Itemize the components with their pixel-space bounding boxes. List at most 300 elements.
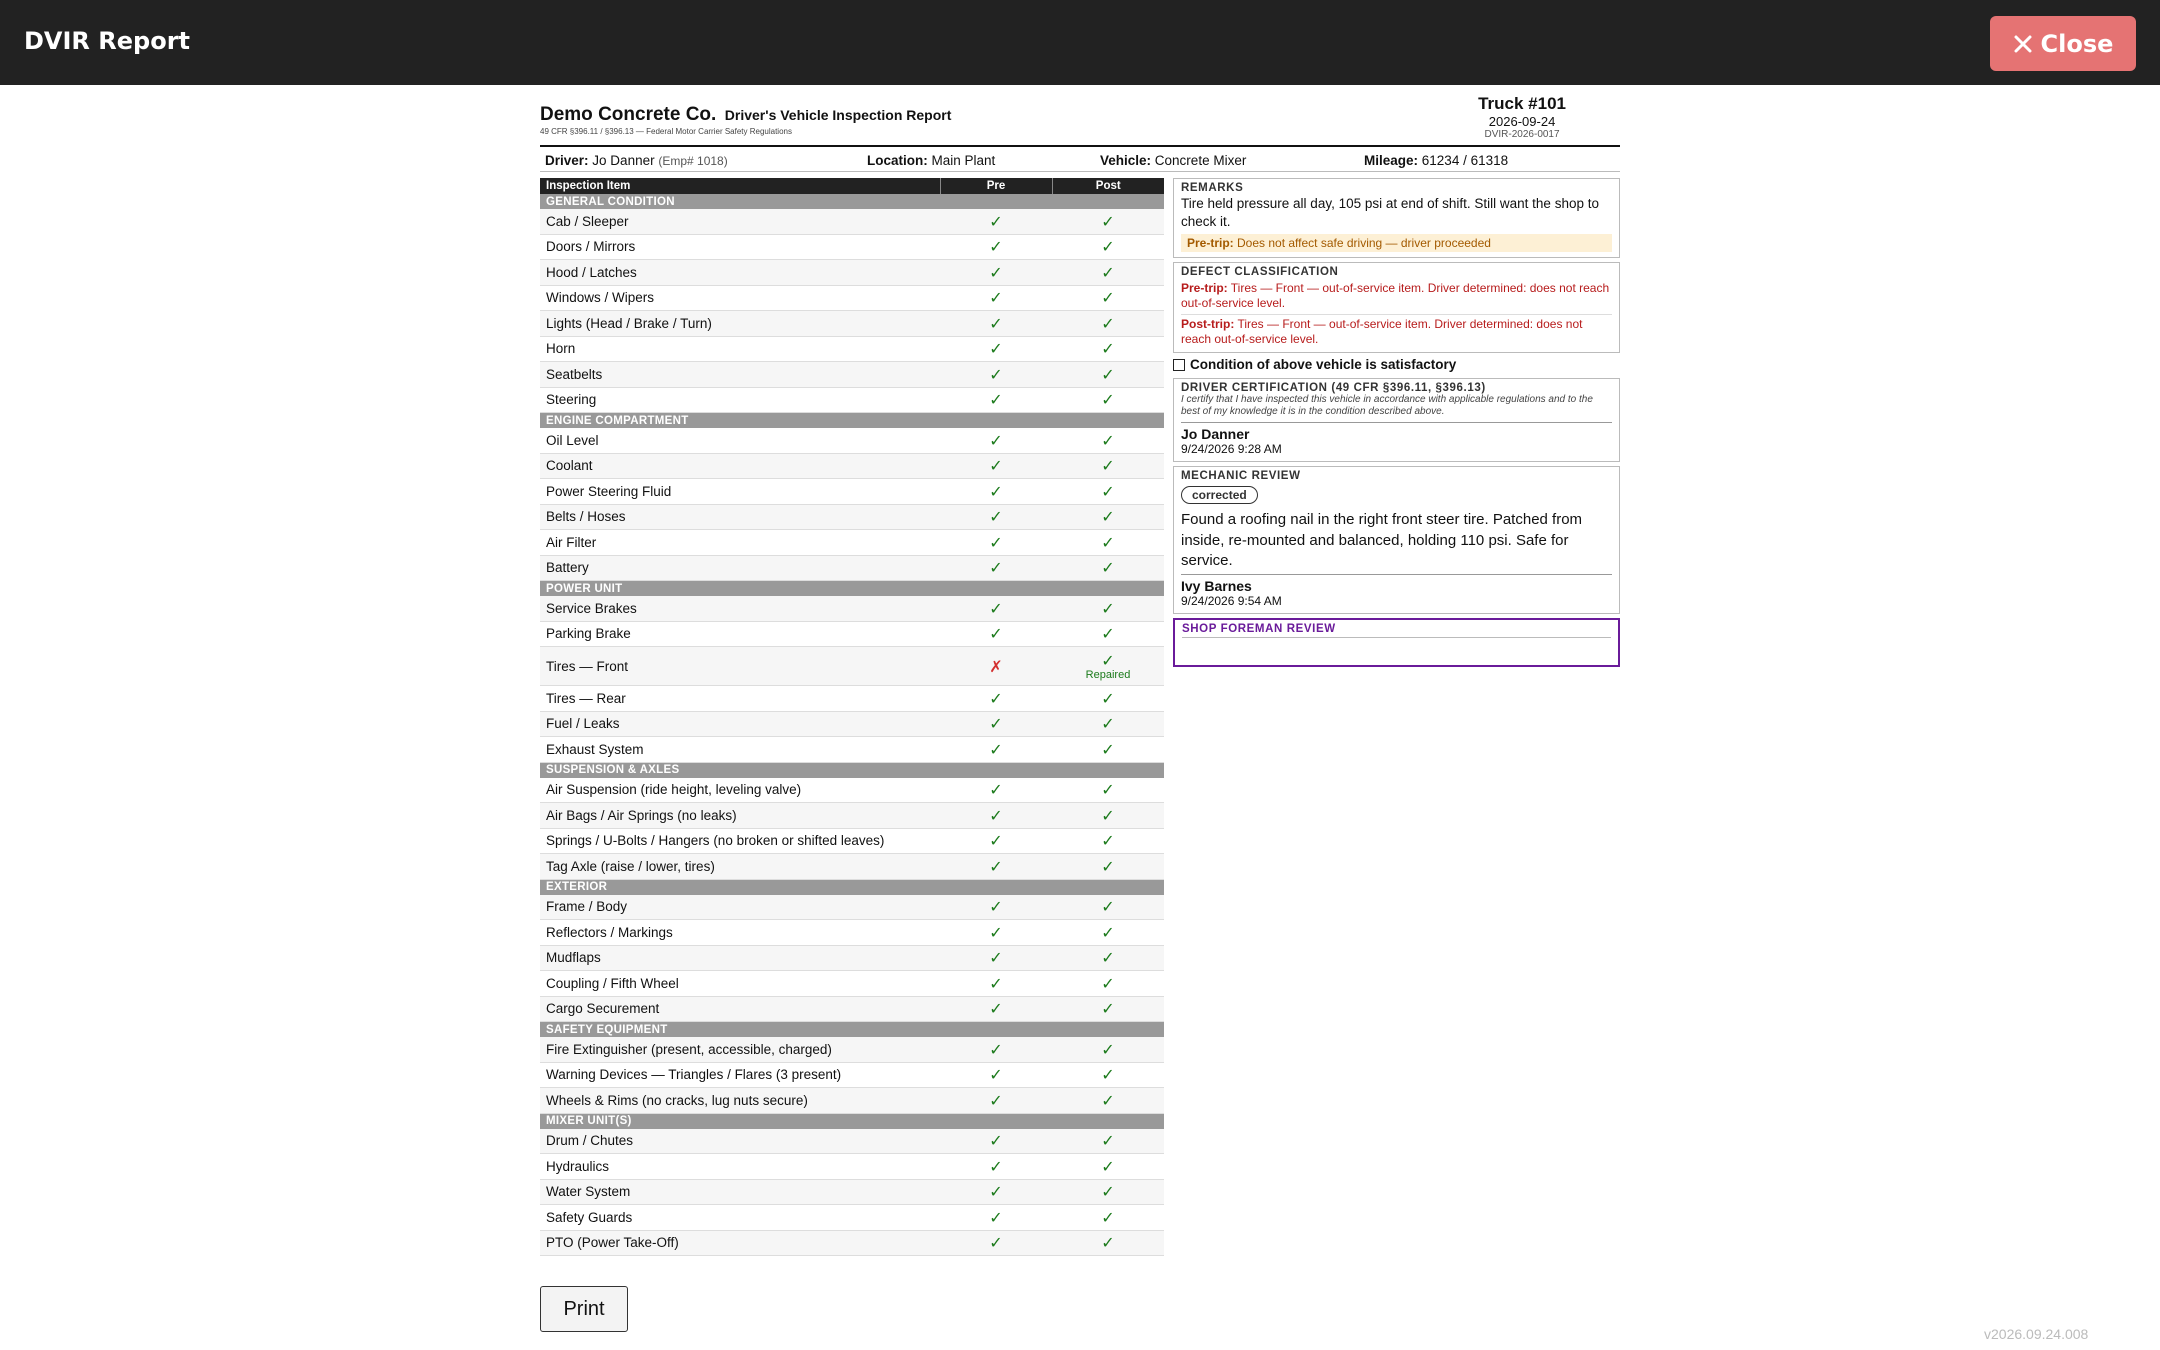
mechanic-signature-name: Ivy Barnes [1181, 577, 1252, 594]
pre-trip-cell [940, 737, 1052, 763]
defect-pre-text: Tires — Front — out-of-service item. Driver determined: does not reach out-of-service level. [1181, 281, 1610, 310]
check-icon: ✓ [1101, 1090, 1115, 1110]
check-icon: ✓ [1101, 948, 1115, 968]
table-row [540, 596, 1164, 621]
pre-trip-cell [940, 596, 1052, 621]
post-trip-cell [1052, 362, 1164, 388]
driver-info [545, 153, 728, 168]
table-row [540, 453, 1164, 479]
section-header [540, 762, 1164, 778]
check-icon: ✓ [989, 456, 1003, 476]
table-row [540, 1062, 1164, 1088]
report-title: Driver's Vehicle Inspection Report [724, 107, 952, 123]
check-icon: ✓ [1101, 1156, 1115, 1176]
check-icon: ✓ [989, 262, 1003, 282]
pre-trip-cell [940, 803, 1052, 829]
column-header-item: Inspection Item [540, 178, 940, 194]
table-row [540, 387, 1164, 413]
mechanic-notes: Found a roofing nail in the right front steer tire. Patched from inside, re-mounted and balanced, holding 110 psi. Safe for service. [1181, 510, 1612, 575]
fail-x-icon: ✗ [989, 656, 1003, 676]
post-trip-cell [1052, 428, 1164, 453]
satisfactory-label: Condition of above vehicle is satisfactory [1190, 357, 1457, 372]
report-date: 2026-09-24 [1488, 114, 1556, 129]
driver-signature-name: Jo Danner [1181, 426, 1250, 442]
version-label: v2026.09.24.008 [1984, 1326, 2089, 1342]
check-icon: ✓ [989, 1039, 1003, 1059]
report-header [540, 104, 951, 136]
post-trip-cell [1052, 209, 1164, 234]
check-icon: ✓ [989, 481, 1003, 501]
table-row [540, 621, 1164, 647]
check-icon: ✓ [1101, 558, 1115, 578]
pre-trip-cell [940, 920, 1052, 946]
table-row [540, 778, 1164, 803]
inspection-item: Service Brakes [540, 596, 940, 621]
vehicle-value: Concrete Mixer [1154, 153, 1247, 168]
check-icon: ✓ [989, 507, 1003, 527]
defect-post-label: Post-trip: [1181, 317, 1235, 331]
inspection-item: Tires — Front [540, 647, 940, 686]
pre-trip-cell [940, 1230, 1052, 1256]
check-icon: ✓ [1101, 1131, 1115, 1151]
check-icon: ✓ [989, 1156, 1003, 1176]
close-button[interactable] [1990, 16, 2136, 71]
inspection-item: Water System [540, 1179, 940, 1205]
header-divider [540, 145, 1620, 147]
post-trip-cell [1052, 555, 1164, 581]
post-trip-cell [1052, 1088, 1164, 1114]
table-row [540, 1205, 1164, 1231]
company-name: Demo Concrete Co. [540, 104, 717, 125]
check-icon: ✓ [1101, 598, 1115, 618]
check-icon: ✓ [1101, 481, 1115, 501]
check-icon: ✓ [989, 1207, 1003, 1227]
inspection-item: PTO (Power Take-Off) [540, 1230, 940, 1256]
pre-trip-cell [940, 387, 1052, 413]
table-row [540, 285, 1164, 311]
report-id: DVIR-2026-0017 [1484, 129, 1560, 140]
inspection-item: Horn [540, 336, 940, 362]
inspection-item: Oil Level [540, 428, 940, 453]
check-icon: ✓ [1101, 390, 1115, 410]
table-row [540, 895, 1164, 920]
employee-number: (Emp# 1018) [658, 154, 728, 168]
table-row [540, 686, 1164, 712]
check-icon: ✓ [1101, 856, 1115, 876]
section-header [540, 413, 1164, 429]
defect-post [1181, 314, 1612, 347]
mileage-value: 61234 / 61318 [1421, 153, 1509, 168]
pre-trip-cell [940, 336, 1052, 362]
repaired-label: Repaired [1085, 669, 1131, 681]
check-icon: ✓ [989, 922, 1003, 942]
pre-trip-cell [940, 711, 1052, 737]
table-row [540, 828, 1164, 854]
status-badge: corrected [1181, 486, 1258, 504]
post-trip-cell [1052, 387, 1164, 413]
satisfactory-checkbox[interactable] [1173, 357, 1620, 372]
table-row [540, 479, 1164, 505]
post-trip-cell [1052, 1154, 1164, 1180]
check-icon: ✓ [989, 897, 1003, 917]
inspection-body [540, 194, 1164, 1256]
close-label: Close [2040, 29, 2114, 58]
table-row [540, 311, 1164, 337]
check-icon: ✓ [1101, 532, 1115, 552]
check-icon: ✓ [989, 1233, 1003, 1253]
defect-post-text: Tires — Front — out-of-service item. Driver determined: does not reach out-of-service level. [1181, 317, 1583, 346]
check-icon: ✓ [989, 973, 1003, 993]
post-trip-cell [1052, 621, 1164, 647]
post-trip-cell [1052, 920, 1164, 946]
check-icon: ✓ [1101, 288, 1115, 308]
top-bar [0, 0, 2160, 85]
table-row [540, 996, 1164, 1022]
pre-trip-cell [940, 971, 1052, 997]
check-icon: ✓ [1101, 339, 1115, 359]
check-icon: ✓ [989, 805, 1003, 825]
check-icon: ✓ [1101, 973, 1115, 993]
check-icon: ✓ [989, 1090, 1003, 1110]
post-trip-cell [1052, 1205, 1164, 1231]
check-icon: ✓ [1101, 1207, 1115, 1227]
truck-block [1478, 94, 1566, 140]
check-icon: ✓ [989, 1065, 1003, 1085]
inspection-item: Hydraulics [540, 1154, 940, 1180]
post-trip-cell [1052, 647, 1164, 686]
inspection-item: Frame / Body [540, 895, 940, 920]
remarks-box [1173, 178, 1620, 258]
check-icon: ✓ [1101, 1182, 1115, 1202]
pre-trip-cell [940, 854, 1052, 880]
remarks-text: Tire held pressure all day, 105 psi at end of shift. Still want the shop to check it. [1181, 196, 1599, 229]
table-row [540, 428, 1164, 453]
check-icon: ✓ [1101, 456, 1115, 476]
table-row [540, 803, 1164, 829]
post-trip-cell [1052, 1062, 1164, 1088]
column-header-post: Post [1052, 178, 1164, 194]
location-value: Main Plant [931, 153, 996, 168]
post-trip-cell [1052, 311, 1164, 337]
section-header [540, 1022, 1164, 1038]
driver-signature-date: 9/24/2026 9:28 AM [1181, 442, 1282, 456]
check-icon: ✓ [989, 856, 1003, 876]
check-icon: ✓ [989, 739, 1003, 759]
inspection-item: Mudflaps [540, 945, 940, 971]
remarks-note-label: Pre-trip: [1187, 236, 1234, 250]
defect-pre-label: Pre-trip: [1181, 281, 1228, 295]
pre-trip-cell [940, 504, 1052, 530]
post-trip-cell [1052, 828, 1164, 854]
check-icon: ✓ [989, 237, 1003, 257]
check-icon: ✓ [1101, 364, 1115, 384]
inspection-item: Battery [540, 555, 940, 581]
check-icon: ✓ [989, 714, 1003, 734]
driver-label: Driver: [545, 153, 589, 168]
post-trip-cell [1052, 504, 1164, 530]
post-trip-cell [1052, 285, 1164, 311]
table-row [540, 336, 1164, 362]
check-icon: ✓ [989, 430, 1003, 450]
remarks-title: REMARKS [1181, 182, 1244, 194]
mechanic-signature-date: 9/24/2026 9:54 AM [1181, 593, 1282, 608]
check-icon: ✓ [989, 688, 1003, 708]
pre-trip-cell [940, 1062, 1052, 1088]
pre-trip-cell [940, 234, 1052, 260]
post-trip-cell [1052, 479, 1164, 505]
post-trip-cell [1052, 1179, 1164, 1205]
inspection-item: Belts / Hoses [540, 504, 940, 530]
pre-trip-cell [940, 1088, 1052, 1114]
pre-trip-cell [940, 945, 1052, 971]
inspection-item: Safety Guards [540, 1205, 940, 1231]
check-icon: ✓ [1101, 313, 1115, 333]
inspection-item: Coolant [540, 453, 940, 479]
table-row [540, 1179, 1164, 1205]
inspection-item: Warning Devices — Triangles / Flares (3 present) [540, 1062, 940, 1088]
close-icon [2013, 34, 2033, 54]
table-row [540, 260, 1164, 286]
vehicle-info [1100, 153, 1246, 168]
check-icon: ✓ [989, 948, 1003, 968]
inspection-item: Air Bags / Air Springs (no leaks) [540, 803, 940, 829]
mileage-info [1364, 153, 1508, 168]
post-trip-cell [1052, 686, 1164, 712]
inspection-item: Windows / Wipers [540, 285, 940, 311]
checkbox-icon[interactable] [1173, 359, 1185, 371]
inspection-item: Air Filter [540, 530, 940, 556]
inspection-item: Power Steering Fluid [540, 479, 940, 505]
check-icon: ✓ [1101, 897, 1115, 917]
post-trip-cell [1052, 1037, 1164, 1062]
post-trip-cell [1052, 453, 1164, 479]
regulation-note: 49 CFR §396.11 / §396.13 — Federal Motor Carrier Safety Regulations [540, 127, 792, 136]
table-row [540, 647, 1164, 686]
inspection-item: Fire Extinguisher (present, accessible, charged) [540, 1037, 940, 1062]
check-icon: ✓ [989, 598, 1003, 618]
pre-trip-cell [940, 362, 1052, 388]
inspection-item: Lights (Head / Brake / Turn) [540, 311, 940, 337]
pre-trip-cell [940, 686, 1052, 712]
check-icon: ✓ [989, 211, 1003, 231]
check-icon: ✓ [989, 1131, 1003, 1151]
check-icon: ✓ [1101, 430, 1115, 450]
inspection-item: Springs / U-Bolts / Hangers (no broken or shifted leaves) [540, 828, 940, 854]
pre-trip-cell [940, 428, 1052, 453]
defect-pre [1181, 281, 1612, 311]
table-row [540, 1037, 1164, 1062]
inspection-item: Tires — Rear [540, 686, 940, 712]
check-icon: ✓ [989, 780, 1003, 800]
post-trip-cell [1052, 854, 1164, 880]
check-icon: ✓ [1101, 1233, 1115, 1253]
post-trip-cell [1052, 260, 1164, 286]
table-row [540, 711, 1164, 737]
pre-trip-cell [940, 260, 1052, 286]
pre-trip-cell [940, 778, 1052, 803]
mechanic-review-box [1173, 466, 1620, 614]
check-icon: ✓ [1101, 237, 1115, 257]
check-icon: ✓ [989, 364, 1003, 384]
table-row [540, 971, 1164, 997]
inspection-item: Air Suspension (ride height, leveling valve) [540, 778, 940, 803]
inspection-table [540, 178, 1164, 1256]
check-icon: ✓ [1101, 688, 1115, 708]
section-title: MIXER UNIT(S) [540, 1113, 1164, 1129]
pre-trip-cell [940, 828, 1052, 854]
post-trip-cell [1052, 895, 1164, 920]
table-row [540, 530, 1164, 556]
post-trip-cell [1052, 530, 1164, 556]
table-row [540, 555, 1164, 581]
inspection-item: Fuel / Leaks [540, 711, 940, 737]
section-title: EXTERIOR [540, 879, 1164, 895]
section-header [540, 581, 1164, 597]
pre-trip-cell [940, 1205, 1052, 1231]
mileage-label: Mileage: [1364, 153, 1419, 168]
check-icon: ✓ [989, 624, 1003, 644]
location-info [867, 153, 995, 168]
post-trip-cell [1052, 737, 1164, 763]
pre-trip-cell [940, 996, 1052, 1022]
section-title: SAFETY EQUIPMENT [540, 1022, 1164, 1038]
certification-text: I certify that I have inspected this vehicle in accordance with applicable regulations and to the best of my knowledge it is in the condition described above. [1181, 394, 1612, 423]
driver-name: Jo Danner [592, 153, 655, 168]
pre-trip-cell [940, 555, 1052, 581]
check-icon: ✓ [1101, 831, 1115, 851]
inspection-item: Exhaust System [540, 737, 940, 763]
defect-title: DEFECT CLASSIFICATION [1181, 266, 1339, 278]
check-icon: ✓ [1101, 999, 1115, 1019]
inspection-item: Tag Axle (raise / lower, tires) [540, 854, 940, 880]
section-title: SUSPENSION & AXLES [540, 762, 1164, 778]
inspection-item: Doors / Mirrors [540, 234, 940, 260]
post-trip-cell [1052, 336, 1164, 362]
check-icon: ✓ [989, 532, 1003, 552]
section-title: POWER UNIT [540, 581, 1164, 597]
post-trip-cell [1052, 1230, 1164, 1256]
post-trip-cell [1052, 945, 1164, 971]
check-icon: ✓ [1101, 262, 1115, 282]
pre-trip-cell [940, 1037, 1052, 1062]
check-icon: ✓ [989, 558, 1003, 578]
check-icon: ✓ [1101, 651, 1115, 670]
remarks-note-text: Does not affect safe driving — driver proceeded [1237, 236, 1491, 250]
mechanic-title: MECHANIC REVIEW [1181, 470, 1301, 482]
post-trip-cell [1052, 1129, 1164, 1154]
table-row [540, 1129, 1164, 1154]
check-icon: ✓ [989, 339, 1003, 359]
inspection-item: Steering [540, 387, 940, 413]
section-title: ENGINE COMPARTMENT [540, 413, 1164, 429]
pre-trip-cell [940, 530, 1052, 556]
table-row [540, 1088, 1164, 1114]
check-icon: ✓ [1101, 780, 1115, 800]
table-row [540, 234, 1164, 260]
inspection-item: Cab / Sleeper [540, 209, 940, 234]
table-row [540, 362, 1164, 388]
check-icon: ✓ [1101, 714, 1115, 734]
check-icon: ✓ [1101, 624, 1115, 644]
table-row [540, 1154, 1164, 1180]
location-label: Location: [867, 153, 928, 168]
inspection-item: Seatbelts [540, 362, 940, 388]
info-bar [540, 151, 1620, 172]
inspection-item: Coupling / Fifth Wheel [540, 971, 940, 997]
foreman-title: SHOP FOREMAN REVIEW [1182, 623, 1611, 638]
right-panel [1173, 178, 1620, 671]
check-icon: ✓ [1101, 739, 1115, 759]
post-trip-cell [1052, 596, 1164, 621]
check-icon: ✓ [989, 831, 1003, 851]
check-icon: ✓ [1101, 805, 1115, 825]
inspection-item: Wheels & Rims (no cracks, lug nuts secure) [540, 1088, 940, 1114]
inspection-item: Hood / Latches [540, 260, 940, 286]
section-header [540, 879, 1164, 895]
check-icon: ✓ [1101, 1039, 1115, 1059]
table-row [540, 945, 1164, 971]
post-trip-cell [1052, 996, 1164, 1022]
column-header-pre: Pre [940, 178, 1052, 194]
vehicle-label: Vehicle: [1100, 153, 1152, 168]
pre-trip-cell [940, 453, 1052, 479]
inspection-item: Reflectors / Markings [540, 920, 940, 946]
check-icon: ✓ [989, 288, 1003, 308]
pre-trip-cell [940, 621, 1052, 647]
pre-trip-cell [940, 479, 1052, 505]
defect-box [1173, 262, 1620, 353]
post-trip-cell [1052, 803, 1164, 829]
pre-trip-cell [940, 895, 1052, 920]
section-header [540, 1113, 1164, 1129]
pre-trip-cell [940, 1129, 1052, 1154]
pre-trip-cell [940, 285, 1052, 311]
post-trip-cell [1052, 234, 1164, 260]
shop-foreman-review-box [1173, 618, 1620, 667]
section-title: GENERAL CONDITION [540, 194, 1164, 209]
inspection-item: Cargo Securement [540, 996, 940, 1022]
pre-trip-cell [940, 311, 1052, 337]
pre-trip-cell [940, 209, 1052, 234]
pre-trip-cell [940, 1179, 1052, 1205]
section-header [540, 194, 1164, 209]
table-row [540, 504, 1164, 530]
print-button[interactable]: Print [540, 1286, 628, 1332]
truck-number: Truck #101 [1478, 94, 1566, 113]
check-icon: ✓ [989, 999, 1003, 1019]
certification-title: DRIVER CERTIFICATION (49 CFR §396.11, §396.13) [1181, 382, 1486, 394]
check-icon: ✓ [1101, 211, 1115, 231]
post-trip-cell [1052, 778, 1164, 803]
post-trip-cell [1052, 971, 1164, 997]
check-icon: ✓ [989, 390, 1003, 410]
post-trip-cell [1052, 711, 1164, 737]
table-row [540, 854, 1164, 880]
check-icon: ✓ [989, 1182, 1003, 1202]
remarks-note [1181, 234, 1612, 252]
inspection-item: Parking Brake [540, 621, 940, 647]
pre-trip-cell [940, 647, 1052, 686]
app-title: DVIR Report [24, 27, 190, 55]
table-row [540, 737, 1164, 763]
check-icon: ✓ [1101, 922, 1115, 942]
inspection-item: Drum / Chutes [540, 1129, 940, 1154]
table-row [540, 1230, 1164, 1256]
check-icon: ✓ [1101, 507, 1115, 527]
driver-certification-box [1173, 378, 1620, 462]
check-icon: ✓ [989, 313, 1003, 333]
check-icon: ✓ [1101, 1065, 1115, 1085]
